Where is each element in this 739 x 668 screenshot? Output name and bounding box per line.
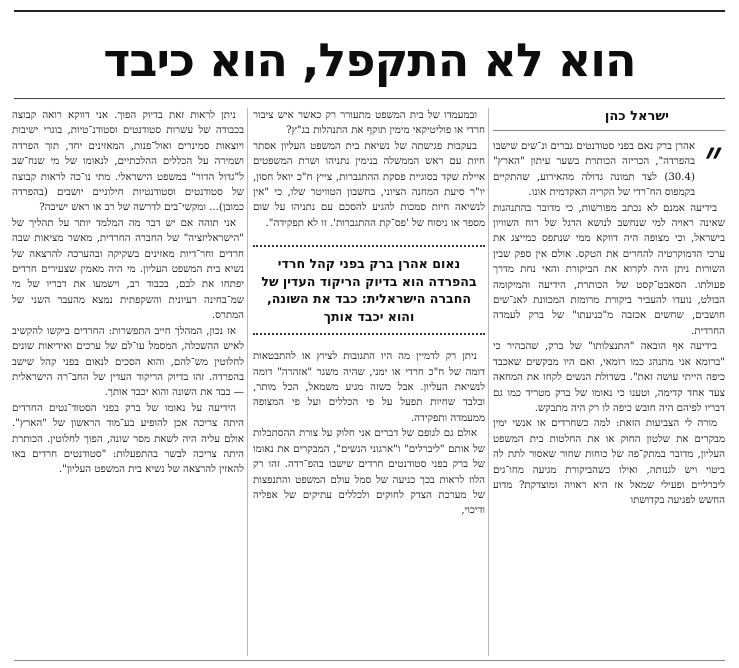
pull-quote: נאום אהרן ברק בפני קהל חרדי בהפרדה הוא בדיוק הריקוד העדין של החברה הישראלית: כבד את השונה, והוא יכבד אותך — [253, 245, 485, 335]
paragraph: אולם גם לגופם של דברים אני חלוק על צורת ההסתכלות של אותם "ליברלים" ו"ארגוני הנשים", המבקרים את נאומו של ברק בפני סטודנטים חרדים שישבו בהפ־רדה. זהו רק הלוז לראות בכך כניעה של סמל עולם המשפט והתנפצות של מערכת הצדק לחוקים ולכללים עתיקים של אפליה ודיכוי, — [253, 428, 485, 517]
author-byline: ישראל כהן — [493, 108, 725, 131]
headline: הוא לא התקפל, הוא כיבד — [103, 33, 636, 87]
paragraph: מורה לי הצביעות הזאת: למה כשחרדים או אנשי ימין מבקרים את שלטון החוק או את החלטות בית המשפט העליון, מדובר במתק־פה של כוחות שחור שאסור לתת לה ביטוי ויש לגנותה, ואילו כשהביקורת מגיעה מחו־גים ליברליים ופעילי שמאל אז היא ראויה ומוצדקת? מדוע החשש לפגיעה בקדושתו — [493, 418, 725, 507]
paragraph: בידיעה אמנם לא נכתב מפורשות, כי מדובר בהתנהגות שאינה ראויה למי שנחשב לנושא הדגל של רוח השוויון בישראל, וכי מצופה היה דווקא ממי שנתפס כמייצג את ערכי הדמוקרטיה להחרים את הטקס. אולם אין ספק שבין השורות ניתן היה לקרוא את הביקורת והאי נחת מדרך פעולתו. הסאבט־קסט של הכותרת, הידיעה והמיקומה הבולט, נועדו להעביר ביקורת מרומזת המכוונת לאנ־שים חושבים, שחשים אכזבה מ"כניעתו" של ברק לעמדה החרדית. — [493, 202, 725, 337]
paragraph: אז נכון, המהלך חייב התפשרות: החרדים ביקשו להקשיב לאיש ההשכלה, המסמל עו־לם של ערכים ואידיאות שונים לחלוטין מש־להם, והוא הסכים לנאום בפני קהל שישב בהפרדה. זהו בדיוק הריקוד העדין של החב־רה הישראלית — כבד את השונה והוא יכבד אותך. — [12, 325, 244, 399]
paragraph: ניתן רק לדמיין מה היו התגובות לציוץ או להתבטאות דומה של ח"כ חרדי או ימני, שהיה משגר "אזהרה" דומה לנשיאת העליון. אבל כשזה מגיע משמאל, הכל מותר, ובלבד שחיות תפעל על פי הכללים ועל פי המצופה ממעמדה ותפקידה. — [253, 351, 485, 424]
paragraph: בעקבות פגישתה של נשיאת בית המשפט העליון אסתר חיות עם ראש הממשלה בנימין נתניהו ושרת המשפטים איילת שקד בסוגיית פסקת ההתגברות, צייץ ח"כ יואל חסון, יו"ר סיעת המחנה הציוני, בחשבון הטוויטר שלו, כי "אין לנשיאה חיות סמכות להגיע להסכם עם נתניהו על שום מספר או ניסוח של 'פס־קת ההתגברות'. זו לא תפקידה". — [253, 140, 485, 229]
column-right — [493, 108, 725, 656]
paragraph: ובמעמדו של בית המשפט מתעורר רק כאשר איש ציבור חרדי או פוליטיקאי מימין תוקף את התנהלות בג"ץ? — [253, 110, 485, 137]
column-left — [12, 108, 244, 656]
paragraph: אהרן ברק נאם בפני סטודנטים גברים ונ־שים שישבו בהפרדה", הכריזה הכותרת בשער עיתון "הארץ" (30.4) לצד תמונה גדולה מהאירוע, שהתקיים בקמפוס הח־רדי של הקריה האקדמית אונו. — [493, 141, 695, 199]
column-middle — [253, 108, 485, 656]
paragraph: הידיעה על נאומו של ברק בפני הסטוד־נטים החרדים היתה צריכה אכן להופיע בע־מוד הראשון של "הארץ". אולם עליה היה לשאת מסר שונה, הפוך לחלוטין. הכותרת היתה צריכה לבשר בהתפעלות: "סטודנטים חרדים באו להאזין להרצאה של נשיא בית המשפט העליון". — [12, 402, 244, 476]
opening-quote-mark: ״ — [704, 130, 723, 186]
top-rule — [14, 10, 725, 12]
paragraph: ניתן לראות זאת בדיוק הפוך. אני דווקא רואה קבוצה בכבודה של עשרות סטודנטים וסטודנ־טיות, בוגרי ישיבות ויוצאות סמינרים ואול־פנות, המאזינים יחד, תוך הפרדה ושמירה על הכללים ההלכתיים, לנאומו של מי שנח־שב ל"גדול הדור" במשפט הישראלי. מתי נו־כה לראות קבוצה של סטודנטים וסטודנטיות חילוניים יושבים (בהפרדה כמובן)... ומקשי־בים לדרשה של רב או ראש ישיבה? — [12, 110, 244, 214]
headline-rule — [14, 98, 725, 99]
paragraph: אני תוהה אם יש דבר מה המלמד יותר על תהליך של "הישראליזציה" של החברה החרדית, מאשר מציאות שבה חרדים וחר־דיות מאזינים בשקיקה ובהערכה להרצאה של נשיא בית המשפט העליון. מי היה מאמין שצעירים חרדים יפתחו את לבם, בכבוד רב, וישמעו את דבריו של מי שמ־בחינה רעיונית והשקפתית נמצא מהעבר השני של המתרס. — [12, 217, 244, 322]
newspaper-page — [14, 10, 725, 660]
bottom-rule — [14, 660, 725, 661]
column-divider — [247, 108, 248, 656]
column-divider — [488, 108, 489, 656]
paragraph: בידיעה אף הובאה "התנצלותו" של ברק, שהבהיר כי "ברומא אני מתנהג כמו רומאי, ואם היו מבקשים שאכבד כיפה הייתי עושה זאת". בשדולת הנשים לקחו את המחאה צעד אחד קדימה, וטענו כי נאומו של ברק מטריד כמו גם דבריו לפיהם היה חובש כיפה לו רק היה מתבקש. — [493, 341, 725, 414]
